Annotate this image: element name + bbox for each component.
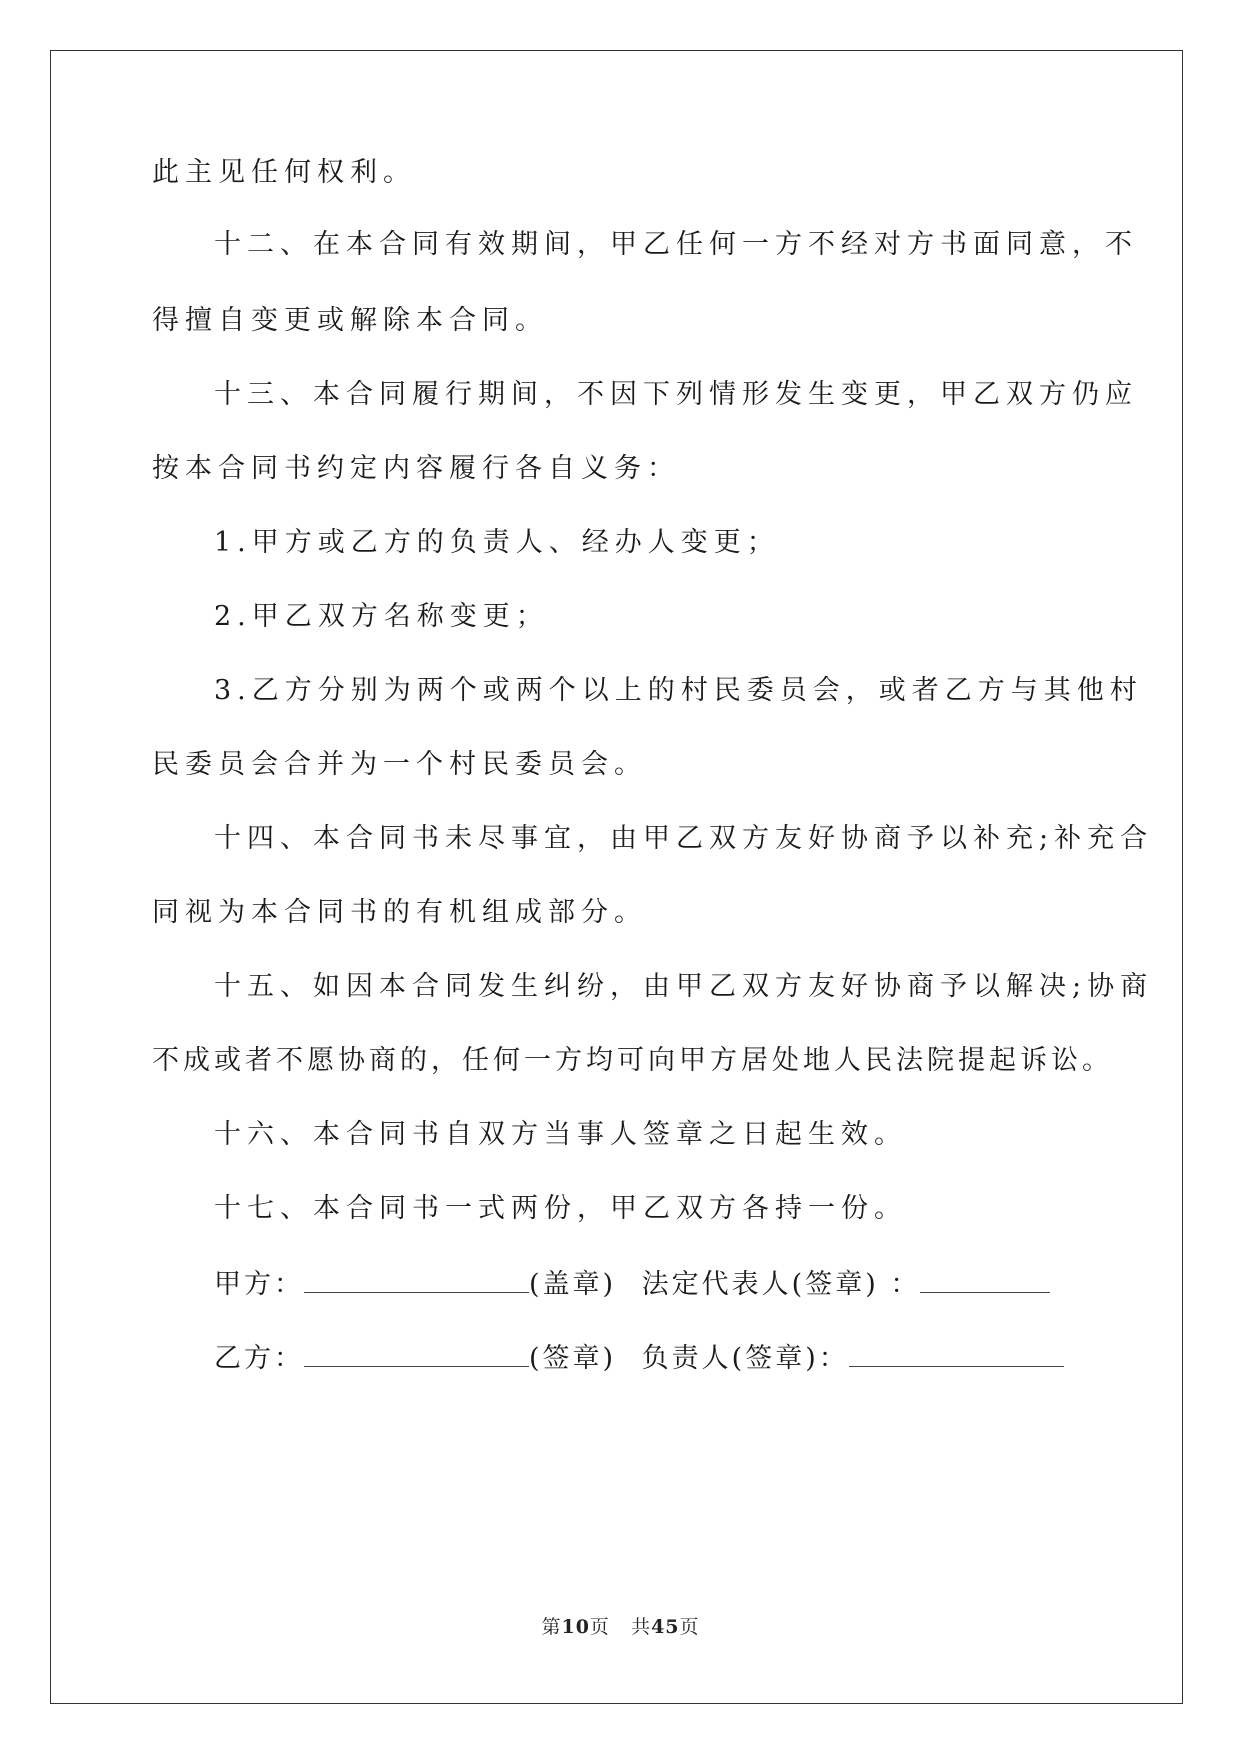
paragraph-line: 同视为本合同书的有机组成部分。 <box>152 897 647 928</box>
paragraph-line: 十六、本合同书自双方当事人签章之日起生效。 <box>214 1119 907 1150</box>
paragraph-line: 十七、本合同书一式两份，甲乙双方各持一份。 <box>214 1193 907 1224</box>
total-pages-number: 45 <box>651 1616 680 1638</box>
party-a-signature-line <box>214 1266 1050 1302</box>
footer-total-prefix: 共 <box>631 1616 652 1638</box>
party-b-seal-label: (签章) <box>529 1343 617 1374</box>
current-page-number: 10 <box>561 1616 590 1638</box>
footer-prefix: 第 <box>541 1616 562 1638</box>
party-a-label: 甲方： <box>214 1269 304 1300</box>
paragraph-line: 十三、本合同履行期间，不因下列情形发生变更，甲乙双方仍应 <box>214 379 1138 410</box>
party-a-rep-label: 法定代表人(签章) ： <box>641 1269 921 1300</box>
paragraph-line: 十五、如因本合同发生纠纷，由甲乙双方友好协商予以解决;协商 <box>214 971 1154 1002</box>
party-b-label: 乙方： <box>214 1343 304 1374</box>
footer-page-suffix: 页 <box>589 1616 610 1638</box>
party-b-rep-label: 负责人(签章)： <box>641 1343 849 1374</box>
paragraph-line: 3.乙方分别为两个或两个以上的村民委员会，或者乙方与其他村 <box>214 675 1143 706</box>
party-a-name-blank[interactable] <box>304 1266 529 1293</box>
party-a-seal-label: (盖章) <box>529 1269 617 1300</box>
party-b-rep-blank[interactable] <box>849 1340 1064 1367</box>
footer-total-suffix: 页 <box>679 1616 700 1638</box>
page-footer <box>0 1612 1241 1639</box>
paragraph-line: 此主见任何权利。 <box>152 157 416 188</box>
paragraph-line: 得擅自变更或解除本合同。 <box>152 305 548 336</box>
paragraph-line: 不成或者不愿协商的，任何一方均可向甲方居处地人民法院提起诉讼。 <box>152 1045 1113 1076</box>
paragraph-line: 1.甲方或乙方的负责人、经办人变更； <box>214 527 780 558</box>
paragraph-line: 民委员会合并为一个村民委员会。 <box>152 749 647 780</box>
paragraph-line: 十四、本合同书未尽事宜，由甲乙双方友好协商予以补充;补充合 <box>214 823 1154 854</box>
party-a-rep-blank[interactable] <box>920 1266 1050 1293</box>
paragraph-line: 十二、在本合同有效期间，甲乙任何一方不经对方书面同意，不 <box>214 229 1138 260</box>
page-border <box>50 50 1183 1704</box>
party-b-name-blank[interactable] <box>304 1340 529 1367</box>
party-b-signature-line <box>214 1340 1064 1376</box>
paragraph-line: 按本合同书约定内容履行各自义务： <box>152 453 680 484</box>
paragraph-line: 2.甲乙双方名称变更； <box>214 601 549 632</box>
